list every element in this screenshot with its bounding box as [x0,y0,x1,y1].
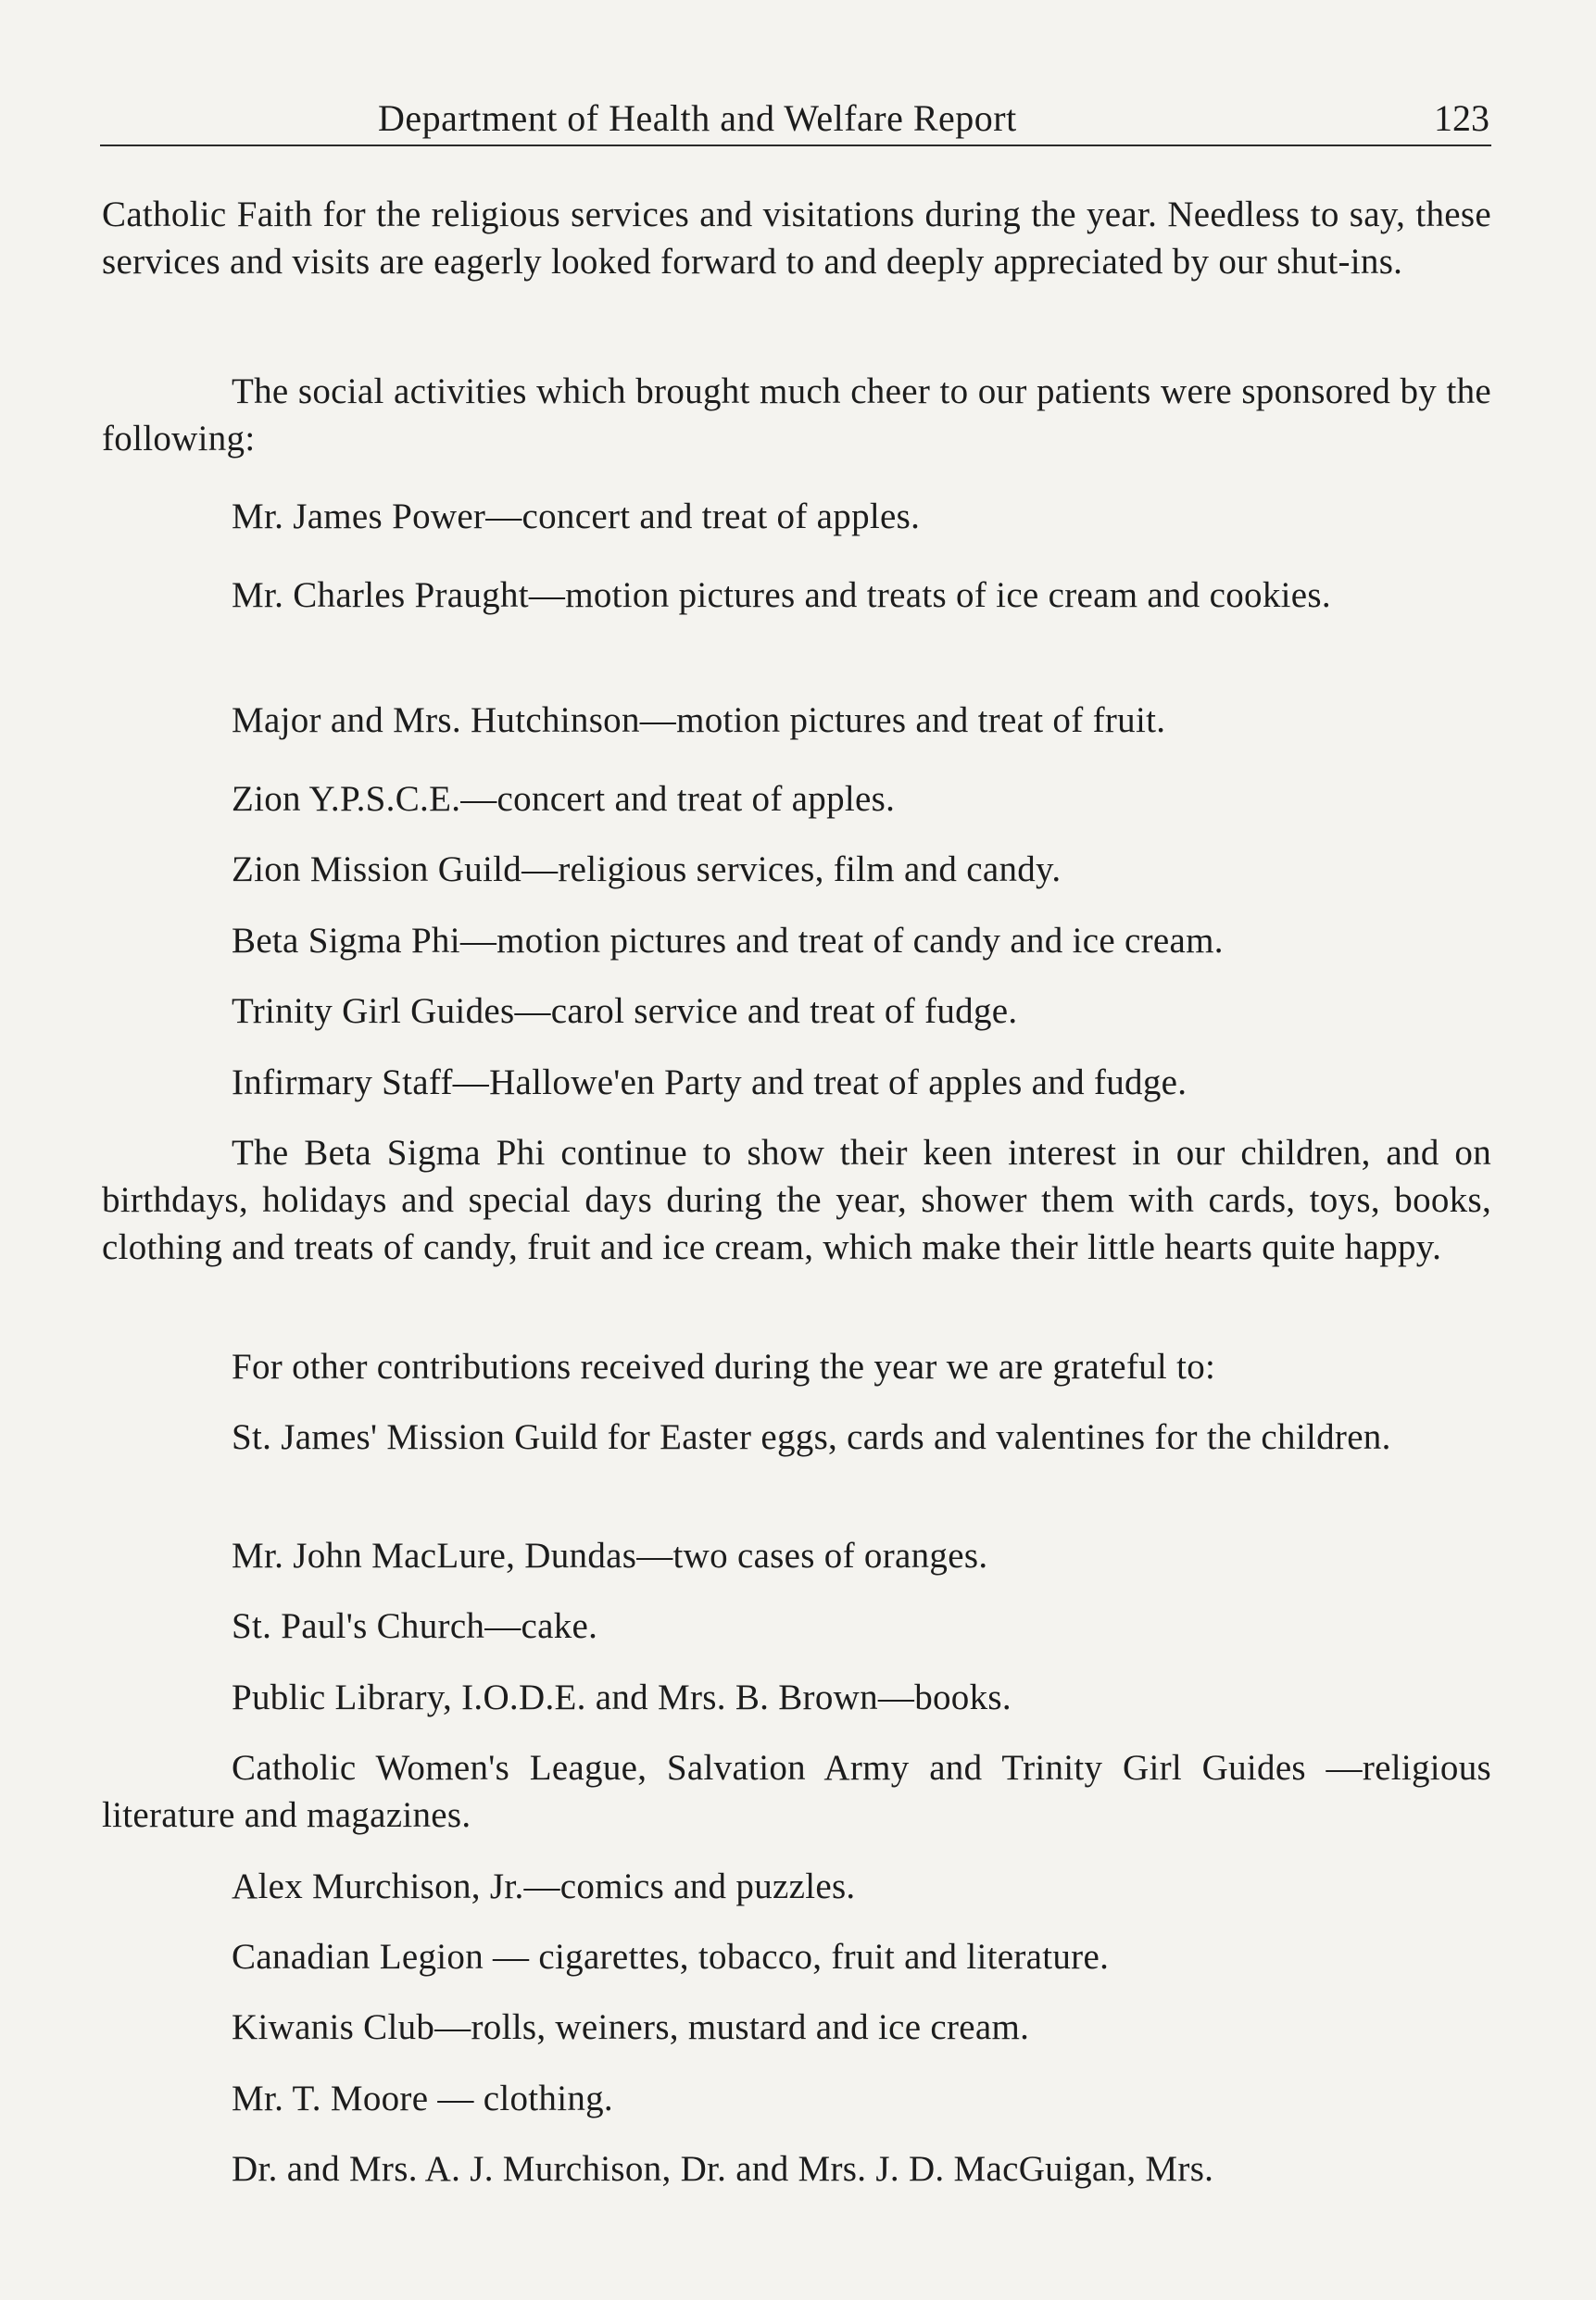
paragraph-catholic-faith: Catholic Faith for the religious services and visitations during the year. Needless to say, these services and visits are eagerly looked forward to and deeply appreciated by our shut-ins. [102,195,1491,282]
list-item-st-pauls-church: St. Paul's Church—cake. [232,1606,598,1646]
list-item-beta-sigma-phi: Beta Sigma Phi—motion pictures and treat of candy and ice cream. [232,921,1224,961]
list-item-t-moore: Mr. T. Moore — clothing. [232,2079,613,2118]
running-header [100,89,1491,145]
list-item-infirmary-staff: Infirmary Staff—Hallowe'en Party and treat of apples and fudge. [232,1062,1188,1102]
header-title: Department of Health and Welfare Report [378,97,1017,139]
list-item-st-james-mission-guild: St. James' Mission Guild for Easter eggs, cards and valentines for the children. [232,1417,1391,1457]
list-item-zion-mission-guild: Zion Mission Guild—religious services, film and candy. [232,849,1062,889]
list-item-canadian-legion: Canadian Legion — cigarettes, tobacco, fruit and literature. [232,1937,1110,1977]
list-item-zion-ypsce: Zion Y.P.S.C.E.—concert and treat of apples. [232,779,896,819]
list-item-murchison-macguigan: Dr. and Mrs. A. J. Murchison, Dr. and Mrs. J. D. MacGuigan, Mrs. [232,2149,1214,2189]
list-item-james-power: Mr. James Power—concert and treat of apples. [232,496,921,536]
list-item-trinity-girl-guides: Trinity Girl Guides—carol service and treat of fudge. [232,991,1018,1031]
paragraph-other-contributions: For other contributions received during the year we are grateful to: [232,1347,1216,1387]
paragraph-social-activities: The social activities which brought much cheer to our patients were sponsored by the following: [102,371,1491,459]
list-item-hutchinson: Major and Mrs. Hutchinson—motion pictures and treat of fruit. [232,700,1166,740]
header-rule [100,145,1491,146]
list-item-alex-murchison: Alex Murchison, Jr.—comics and puzzles. [232,1866,856,1906]
list-item-catholic-womens-league: Catholic Women's League, Salvation Army and Trinity Girl Guides —religious literature and magazines. [102,1748,1491,1835]
list-item-kiwanis-club: Kiwanis Club—rolls, weiners, mustard and ice cream. [232,2007,1030,2047]
page-number: 123 [1434,97,1489,139]
list-item-charles-praught: Mr. Charles Praught—motion pictures and treats of ice cream and cookies. [232,575,1331,615]
paragraph-beta-sigma-phi-children: The Beta Sigma Phi continue to show their keen interest in our children, and on birthdays, holidays and special days during the year, shower them with cards, toys, books, clothing and treats of candy, fruit and ice cream, which make their little hearts quite happy. [102,1133,1491,1267]
list-item-john-maclure: Mr. John MacLure, Dundas—two cases of oranges. [232,1536,988,1576]
list-item-public-library: Public Library, I.O.D.E. and Mrs. B. Brown—books. [232,1678,1012,1717]
